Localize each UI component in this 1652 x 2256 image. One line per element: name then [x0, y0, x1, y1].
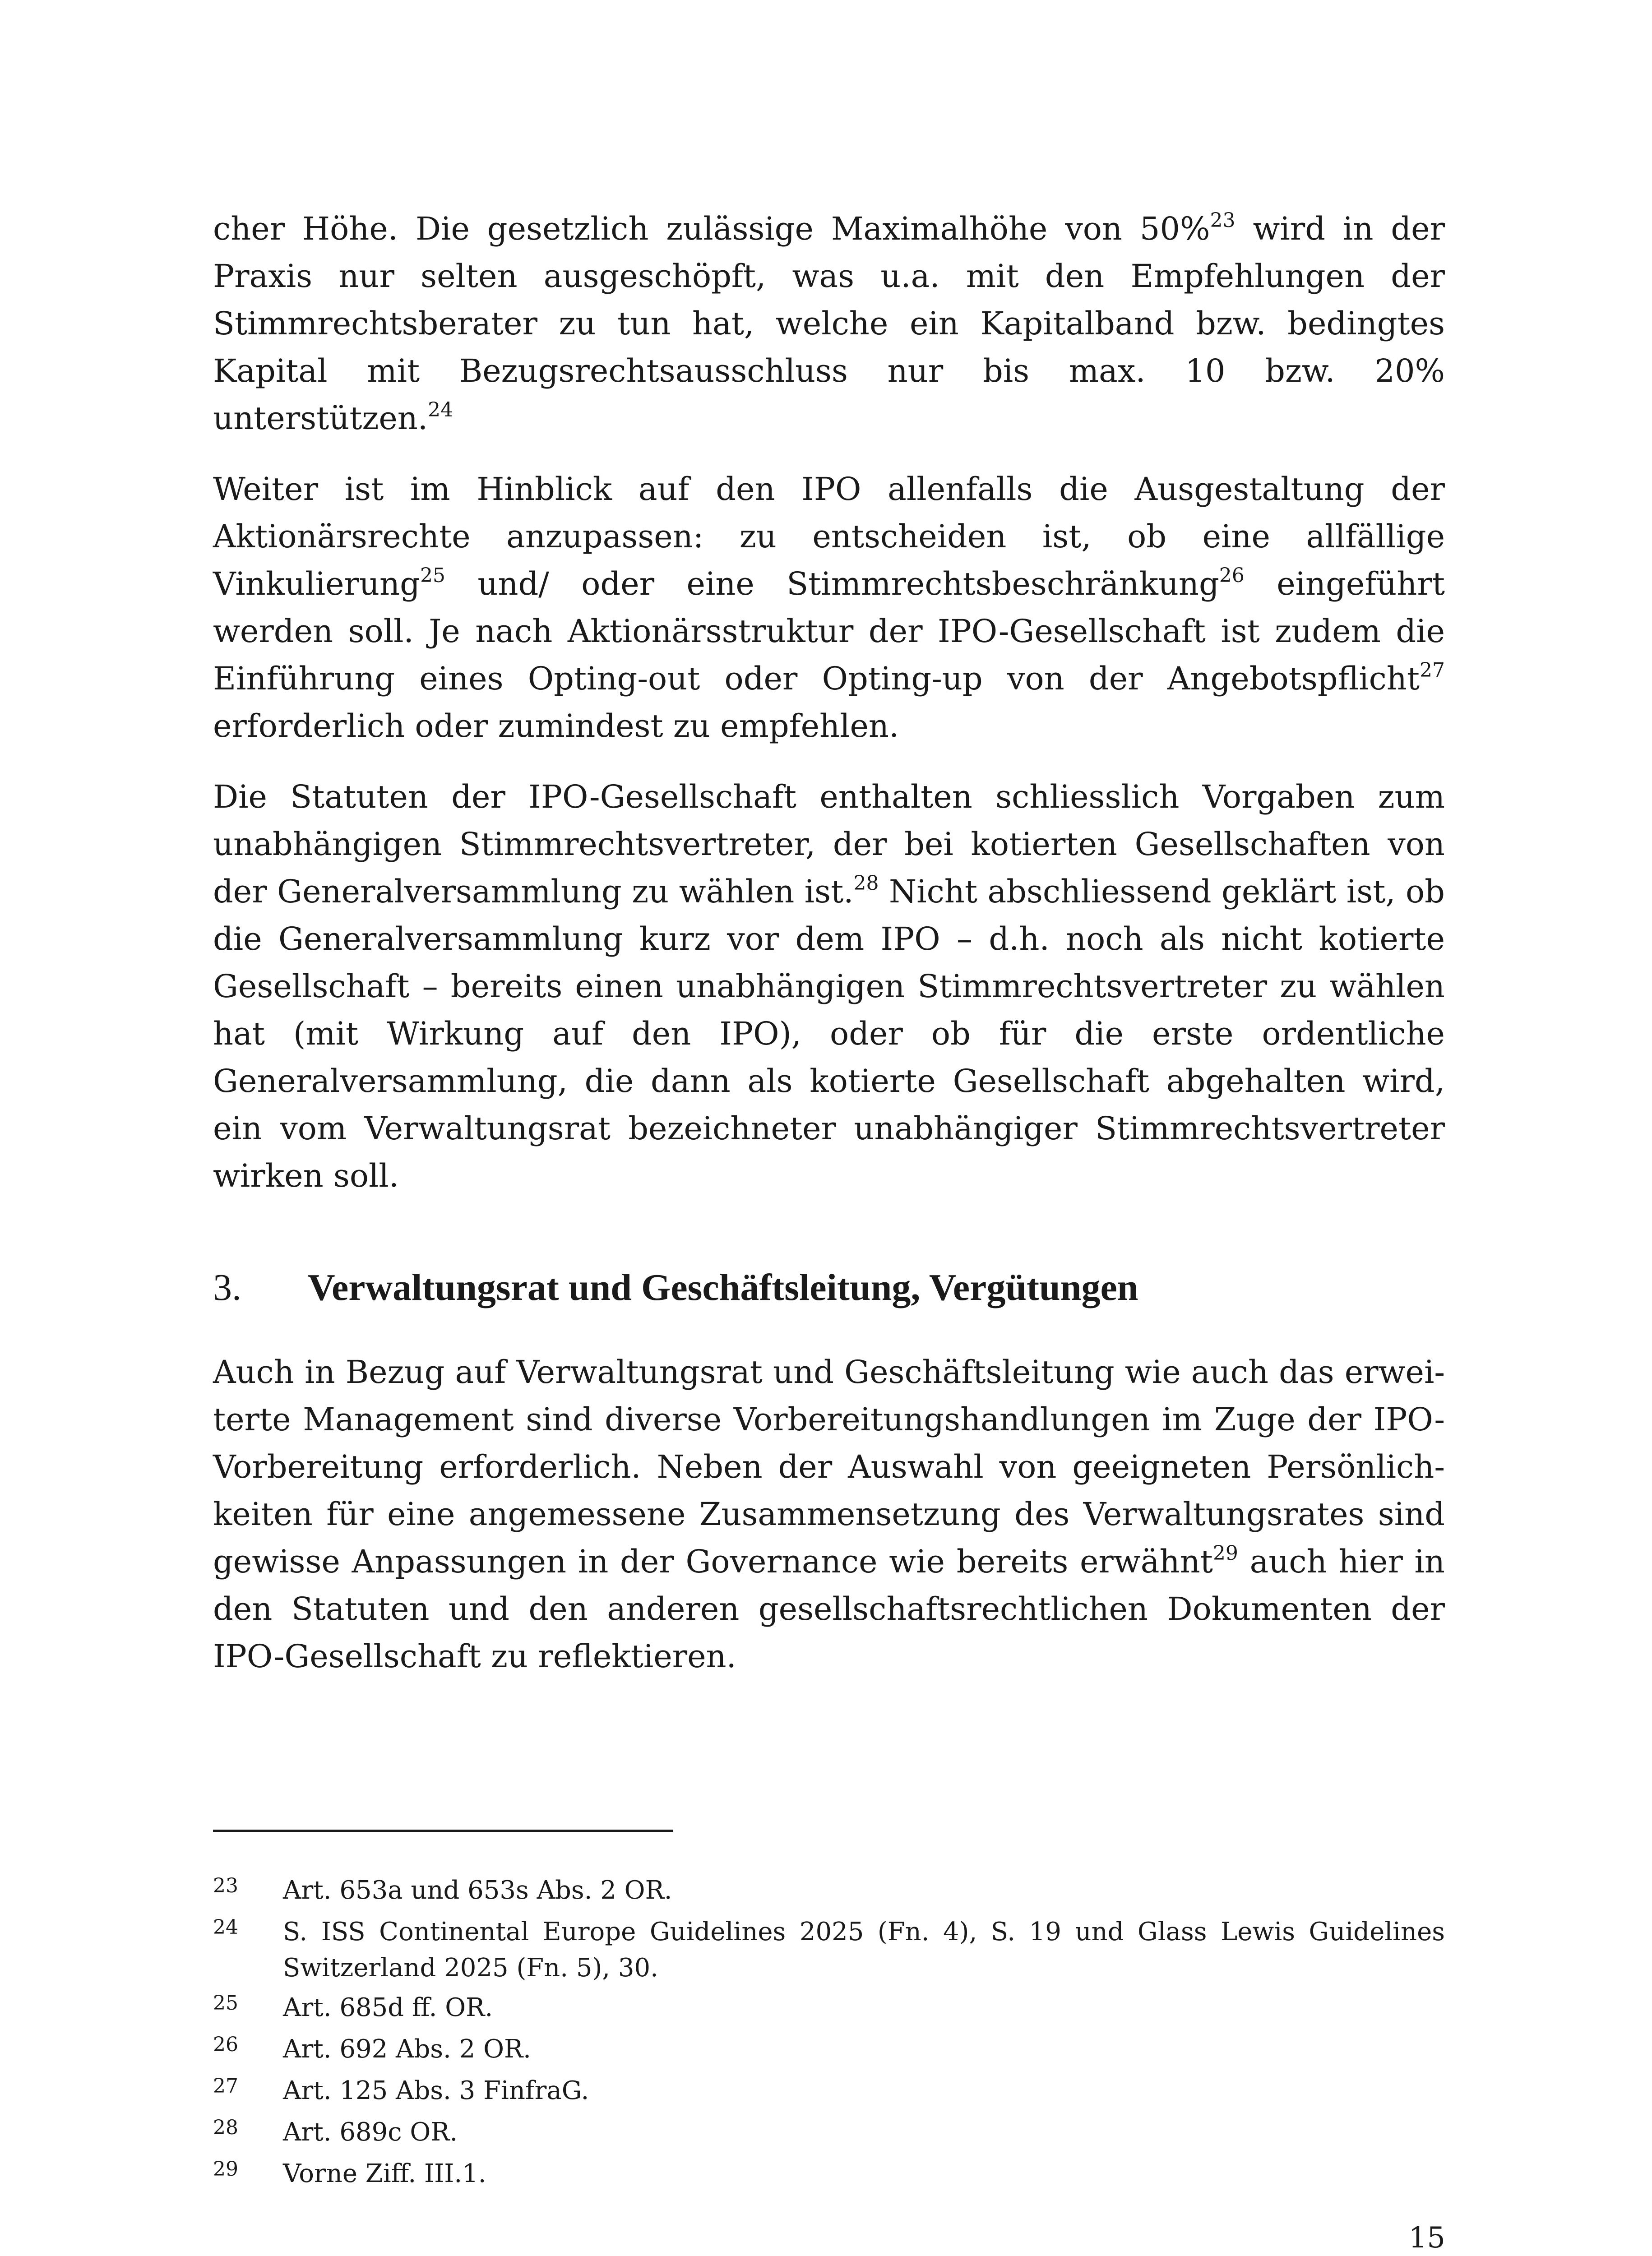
paragraph-text: cher Höhe. Die gesetzlich zulässige Maximalhöhe von 50% [213, 210, 1210, 247]
footnote-reference: 28 [853, 871, 879, 895]
main-content [213, 205, 1445, 1704]
page-number: 15 [1408, 2221, 1445, 2255]
paragraph-text: Nicht abschliessend geklärt ist, ob die Generalversammlung kurz vor dem IPO – d.h. noch als nicht kotierte Gesellschaft – bereits einen unabhängigen Stimmrechtsvertreter zu wählen hat (mit Wirkung auf den IPO), oder ob für die erste ordentliche Generalversammlung, die dann als kotierte Gesellschaft abgehalten wird, ein vom Verwaltungsrat bezeichneter unabhängiger Stimmrechtsvertreter wirken soll. [213, 873, 1445, 1194]
footnote-item [213, 2114, 1445, 2152]
footnote-separator [213, 1830, 673, 1832]
footnote-text: Art. 653a und 653s Abs. 2 OR. [283, 1876, 672, 1905]
footnote-number: 27 [213, 2075, 238, 2098]
footnote-text: Art. 685d ff. OR. [283, 1993, 493, 2022]
paragraph-2 [213, 466, 1445, 750]
footnote-item [213, 1914, 1445, 1986]
footnote-text: S. ISS Continental Europe Guidelines 2025 (Fn. 4), S. 19 und Glass Lewis Guidelines Switzerland 2025 (Fn. 5), 30. [283, 1917, 1445, 1983]
paragraph-1 [213, 205, 1445, 442]
footnote-number: 29 [213, 2158, 238, 2181]
paragraph-text: Weiter ist im Hinblick auf den IPO allenfalls die Ausgestaltung der Aktionärsrechte anzupassen: zu entscheiden ist, ob eine allfällige Vinkulierung [213, 471, 1445, 602]
footnote-item [213, 2073, 1445, 2111]
footnote-text: Art. 692 Abs. 2 OR. [283, 2034, 531, 2064]
footnote-item [213, 2031, 1445, 2069]
footnote-number: 24 [213, 1916, 238, 1939]
footnote-reference: 27 [1420, 658, 1445, 682]
paragraph-text: und/ oder eine Stimmrechtsbeschränkung [445, 565, 1219, 602]
paragraph-3 [213, 773, 1445, 1200]
footnote-item [213, 1872, 1445, 1910]
paragraph-text: erforderlich oder zumindest zu empfehlen. [213, 707, 899, 744]
footnote-number: 28 [213, 2116, 238, 2139]
footnote-item [213, 2156, 1445, 2194]
footnote-reference: 29 [1212, 1541, 1238, 1565]
paragraph-text: eingeführt werden soll. Je nach Aktionärsstruktur der IPO-Gesellschaft ist zudem die Einführung eines Opting-out oder Opting-up von der Angebotspflicht [213, 565, 1445, 697]
section-title: Verwaltungsrat und Geschäftsleitung, Vergütungen [308, 1267, 1138, 1308]
paragraph-text: wird in der Praxis nur selten ausgeschöpft, was u.a. mit den Empfehlungen der Stimmrechtsberater zu tun hat, welche ein Kapitalband bzw. bedingtes Kapital mit Bezugsrechtsausschluss nur bis max. 10 bzw. 20% unterstützen. [213, 210, 1445, 437]
footnote-item [213, 1990, 1445, 2028]
footnote-number: 23 [213, 1874, 238, 1897]
footnote-text: Art. 125 Abs. 3 FinfraG. [283, 2076, 589, 2105]
footnote-text: Vorne Ziff. III.1. [283, 2159, 486, 2188]
footnote-text: Art. 689c OR. [283, 2117, 458, 2147]
paragraph-4 [213, 1349, 1445, 1680]
footnote-reference: 24 [428, 398, 453, 421]
paragraph-text: Die Statuten der IPO-Gesellschaft enthalten schliesslich Vorgaben zum unabhängigen Stimmrechtsvertreter, der bei kotierten Gesellschaften von der Generalversammlung zu wählen ist. [213, 778, 1445, 910]
paragraph-text: auch hier in den Statuten und den anderen gesellschaftsrechtlichen Dokumenten der IPO-Gesellschaft zu reflektieren. [213, 1543, 1445, 1675]
footnote-reference: 25 [420, 564, 445, 587]
section-number: 3. [213, 1267, 241, 1308]
footnote-reference: 23 [1210, 208, 1236, 232]
section-heading [213, 1263, 1445, 1313]
footnote-reference: 26 [1219, 564, 1245, 587]
footnotes [213, 1872, 1445, 2197]
footnote-number: 26 [213, 2033, 238, 2056]
paragraph-text: Auch in Bezug auf Verwaltungsrat und Geschäftsleitung wie auch das erweiterte Management sind diverse Vorbereitungshandlungen im Zuge der IPO-Vorbereitung erforderlich. Neben der Auswahl von geeigneten Persönlichkeiten für eine angemessene Zusammensetzung des Verwaltungsrates sind gewisse Anpassungen in der Governance wie bereits erwähnt [213, 1354, 1445, 1580]
footnote-number: 25 [213, 1992, 238, 2015]
